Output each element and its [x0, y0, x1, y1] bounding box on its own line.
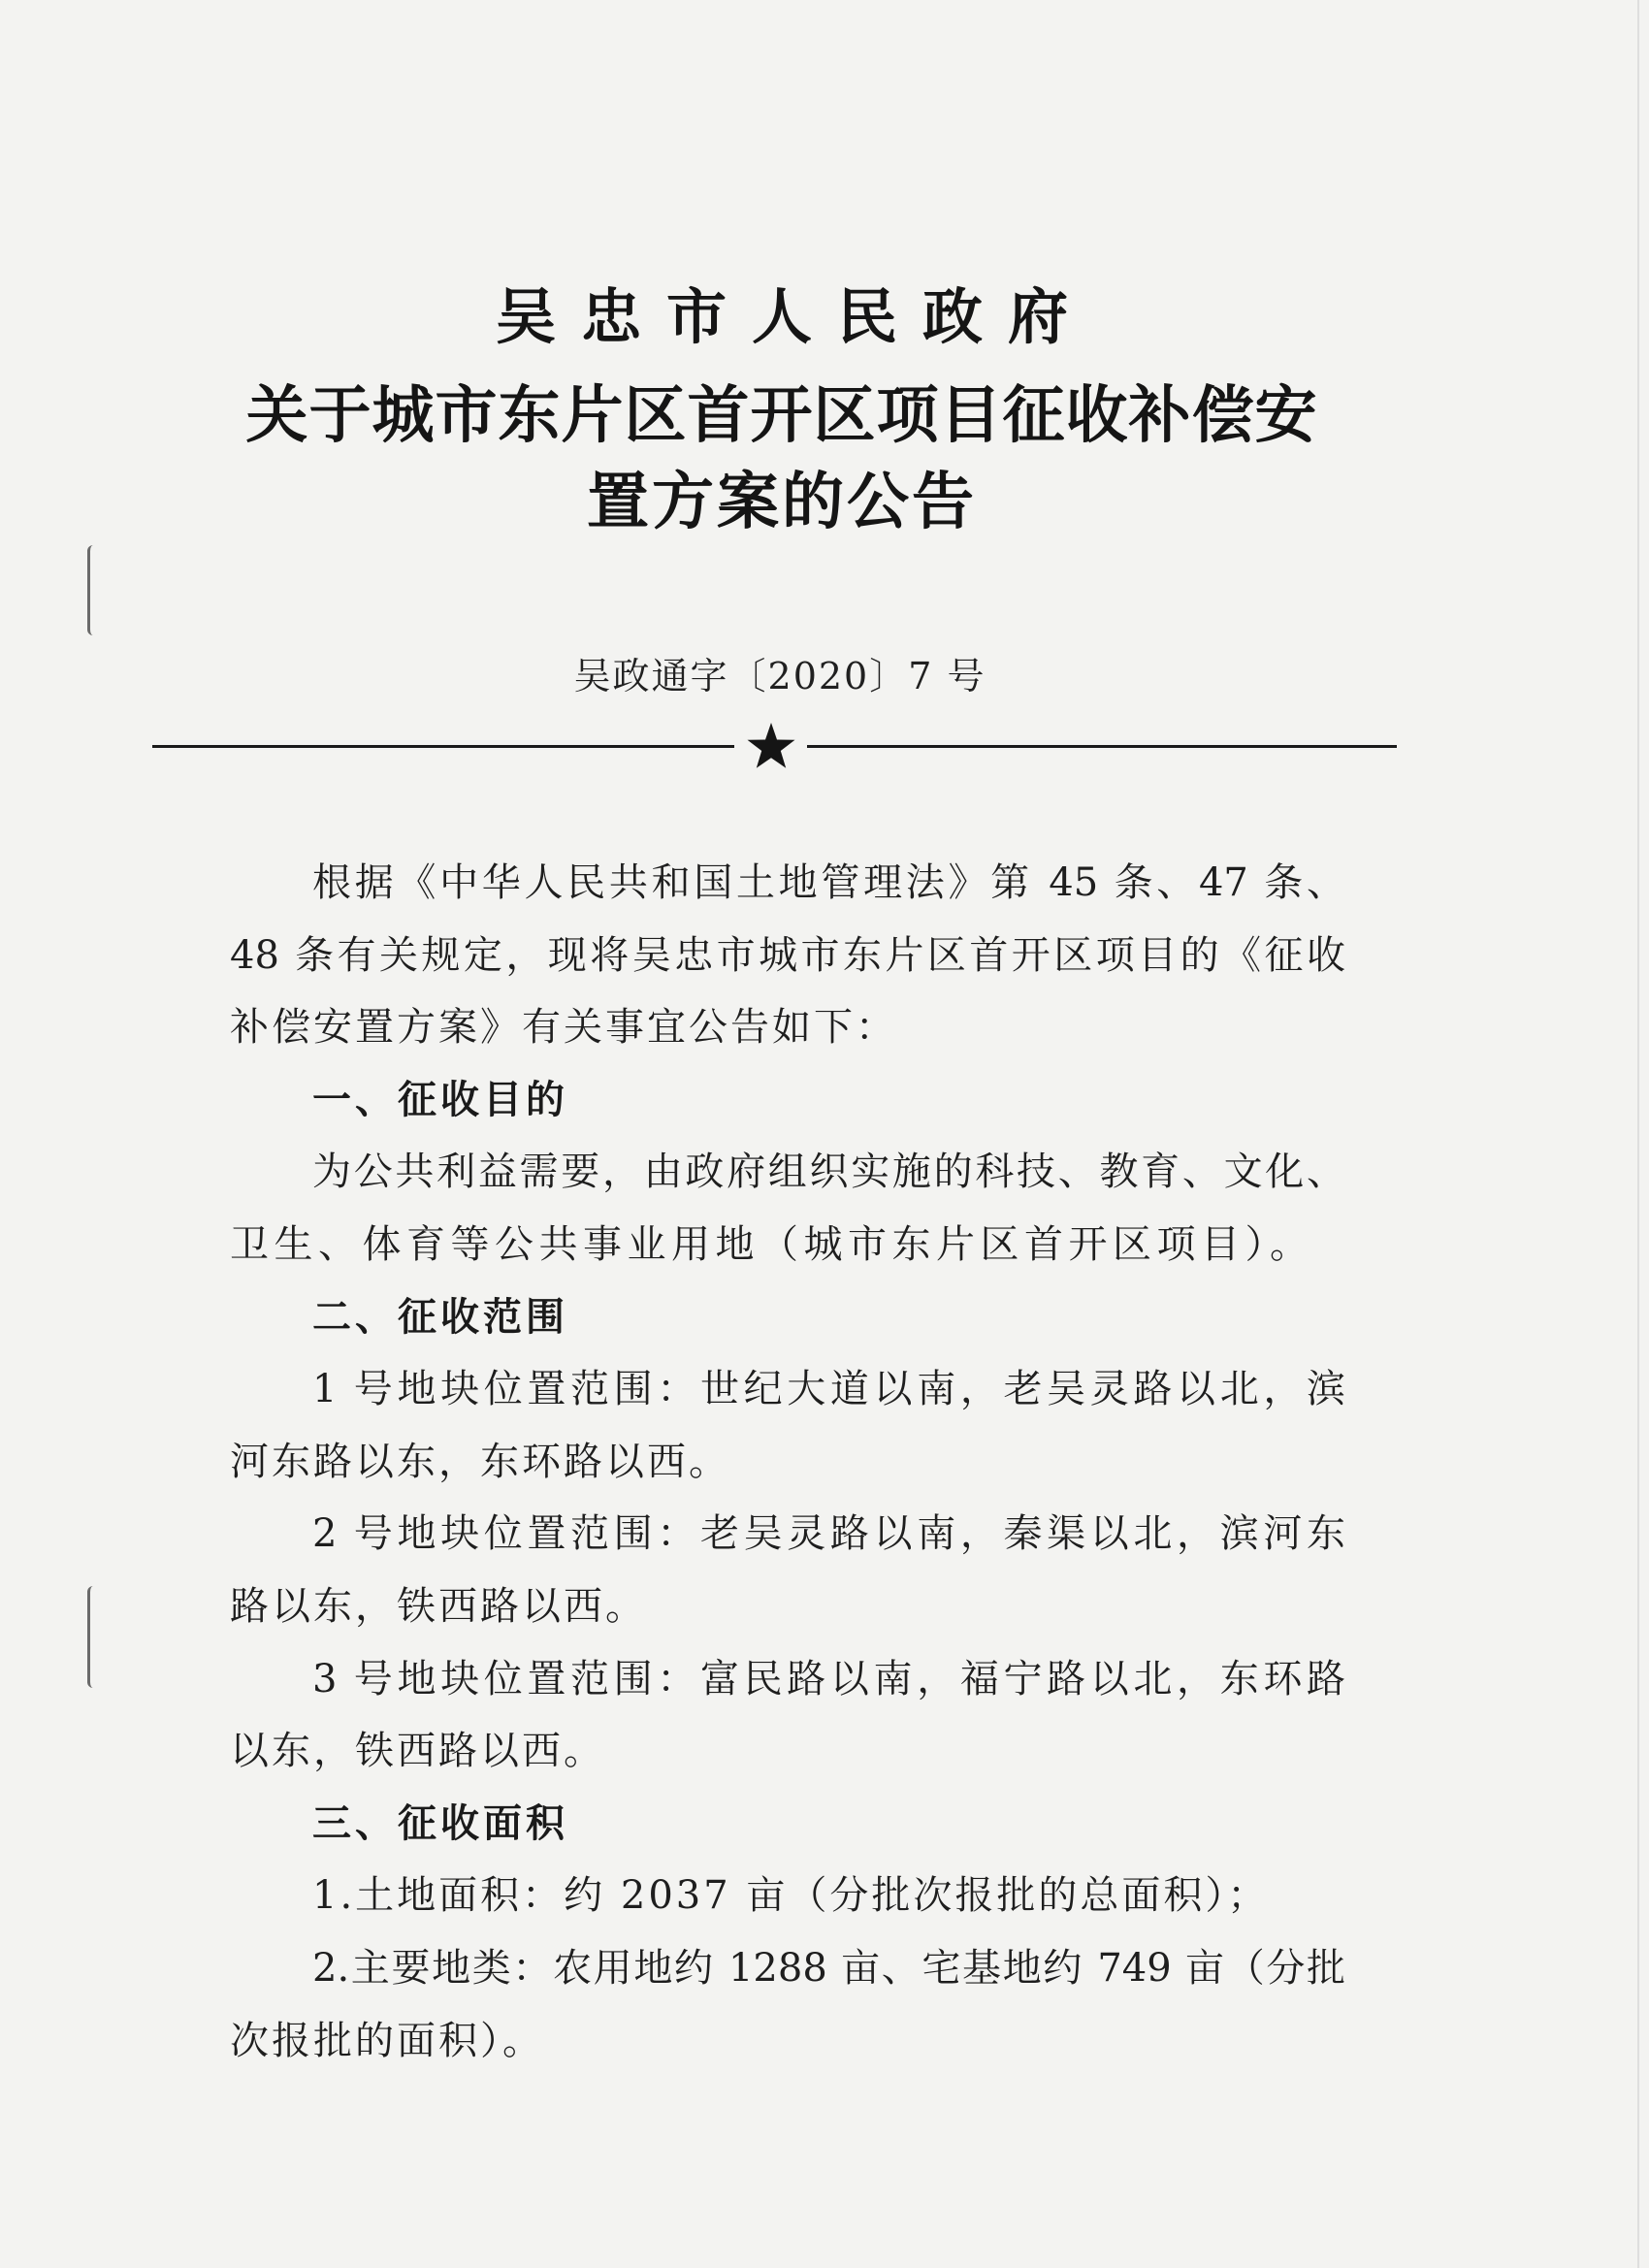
paragraph-line: 2 号地块位置范围：老吴灵路以南，秦渠以北，滨河东 — [312, 1511, 1345, 1557]
paragraph-line: 河东路以东，东环路以西。 — [230, 1439, 730, 1484]
section-heading-purpose: 一、征收目的 — [312, 1077, 568, 1122]
intro-line: 48 条有关规定，现将吴忠市城市东片区首开区项目的《征收 — [230, 932, 1345, 978]
paragraph-line: 1 号地块位置范围：世纪大道以南，老吴灵路以北，滨 — [312, 1367, 1345, 1412]
paragraph-line: 为公共利益需要，由政府组织实施的科技、教育、文化、 — [312, 1150, 1345, 1195]
document-number: 吴政通字〔2020〕7 号 — [573, 655, 986, 697]
page-edge — [1637, 0, 1639, 2268]
paragraph-line: 次报批的面积）。 — [230, 2018, 544, 2063]
paragraph-line: 1.土地面积：约 2037 亩（分批次报批的总面积）； — [312, 1873, 1270, 1919]
announcement-body — [230, 847, 1345, 2077]
section-heading-scope: 二、征收范围 — [312, 1294, 568, 1340]
title-subject-line2: 置方案的公告 — [587, 466, 977, 538]
paragraph-line: 卫生、体育等公共事业用地（城市东片区首开区项目）。 — [230, 1221, 1314, 1267]
paragraph-line: 3 号地块位置范围：富民路以南，福宁路以北，东环路 — [312, 1656, 1345, 1701]
divider-line-right — [807, 745, 1397, 748]
star-icon — [746, 721, 796, 771]
section-heading-area: 三、征收面积 — [312, 1800, 568, 1846]
intro-line: 根据《中华人民共和国土地管理法》第 45 条、47 条、 — [312, 860, 1345, 905]
intro-line: 补偿安置方案》有关事宜公告如下： — [230, 1005, 897, 1051]
divider-line-left — [152, 745, 734, 748]
title-issuer: 吴忠市人民政府 — [495, 281, 1093, 352]
binding-mark-top — [87, 545, 98, 635]
paragraph-line: 2.主要地类：农用地约 1288 亩、宅基地约 749 亩（分批 — [312, 1945, 1345, 1991]
paragraph-line: 以东，铁西路以西。 — [230, 1729, 605, 1774]
title-subject-line1: 关于城市东片区首开区项目征收补偿安 — [245, 379, 1318, 452]
paragraph-line: 路以东，铁西路以西。 — [230, 1583, 647, 1629]
binding-mark-bottom — [87, 1586, 98, 1688]
